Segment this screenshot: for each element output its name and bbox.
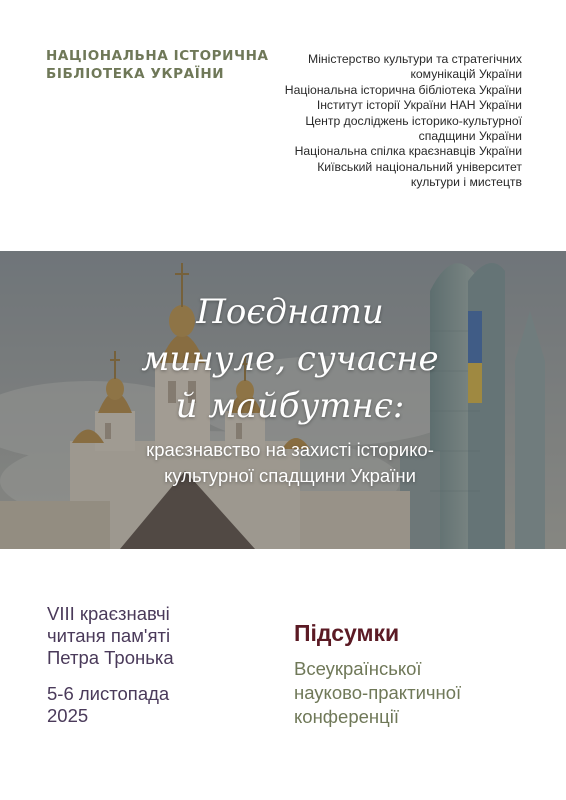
event-date-line: 5-6 листопада bbox=[47, 683, 170, 704]
event-series-line: VIII краєзнавчі bbox=[47, 603, 170, 624]
event-date-line: 2025 bbox=[47, 705, 89, 726]
conference-title bbox=[294, 657, 461, 729]
organizer-line: Інститут історії України НАН України bbox=[316, 98, 522, 113]
organizer-line: Національна історична бібліотека України bbox=[284, 82, 522, 97]
organizer-line: Міністерство культури та стратегічних bbox=[308, 52, 522, 66]
banner-subtitle-line: культурної спадщини України bbox=[164, 465, 416, 486]
conference-title-line: Всеукраїнської bbox=[294, 658, 422, 679]
hero-banner bbox=[0, 251, 566, 549]
conference-title-line: конференції bbox=[294, 706, 399, 727]
event-series-line: Петра Тронька bbox=[47, 647, 174, 668]
spacer bbox=[47, 669, 174, 683]
event-series-line: читаня пам'яті bbox=[47, 625, 171, 646]
organizer-line: комунікацій України bbox=[410, 67, 522, 82]
banner-subtitle-line: краєзнавство на захисті історико- bbox=[146, 439, 434, 460]
organizer-line: культури і мистецтв bbox=[410, 175, 522, 190]
organizer-line: Київський національний університет bbox=[317, 159, 522, 174]
banner-title-line: й майбутнє: bbox=[175, 386, 405, 426]
banner-title bbox=[100, 289, 480, 430]
organizer-line: спадщини України bbox=[418, 129, 522, 144]
logo-line-1: НАЦІОНАЛЬНА ІСТОРИЧНА bbox=[46, 48, 269, 64]
banner-subtitle bbox=[70, 437, 510, 489]
banner-title-line: Поєднати bbox=[196, 292, 384, 332]
organizer-line: Національна спілка краєзнавців України bbox=[294, 144, 522, 159]
logo-line-2: БІБЛІОТЕКА УКРАЇНИ bbox=[46, 66, 225, 82]
organizers-list bbox=[222, 52, 522, 191]
conference-title-line: науково-практичної bbox=[294, 682, 462, 703]
banner-title-line: минуле, сучасне bbox=[141, 339, 439, 379]
results-heading: Підсумки bbox=[294, 620, 400, 646]
organizer-line: Центр досліджень історико-культурної bbox=[305, 113, 522, 128]
event-info bbox=[47, 603, 174, 727]
